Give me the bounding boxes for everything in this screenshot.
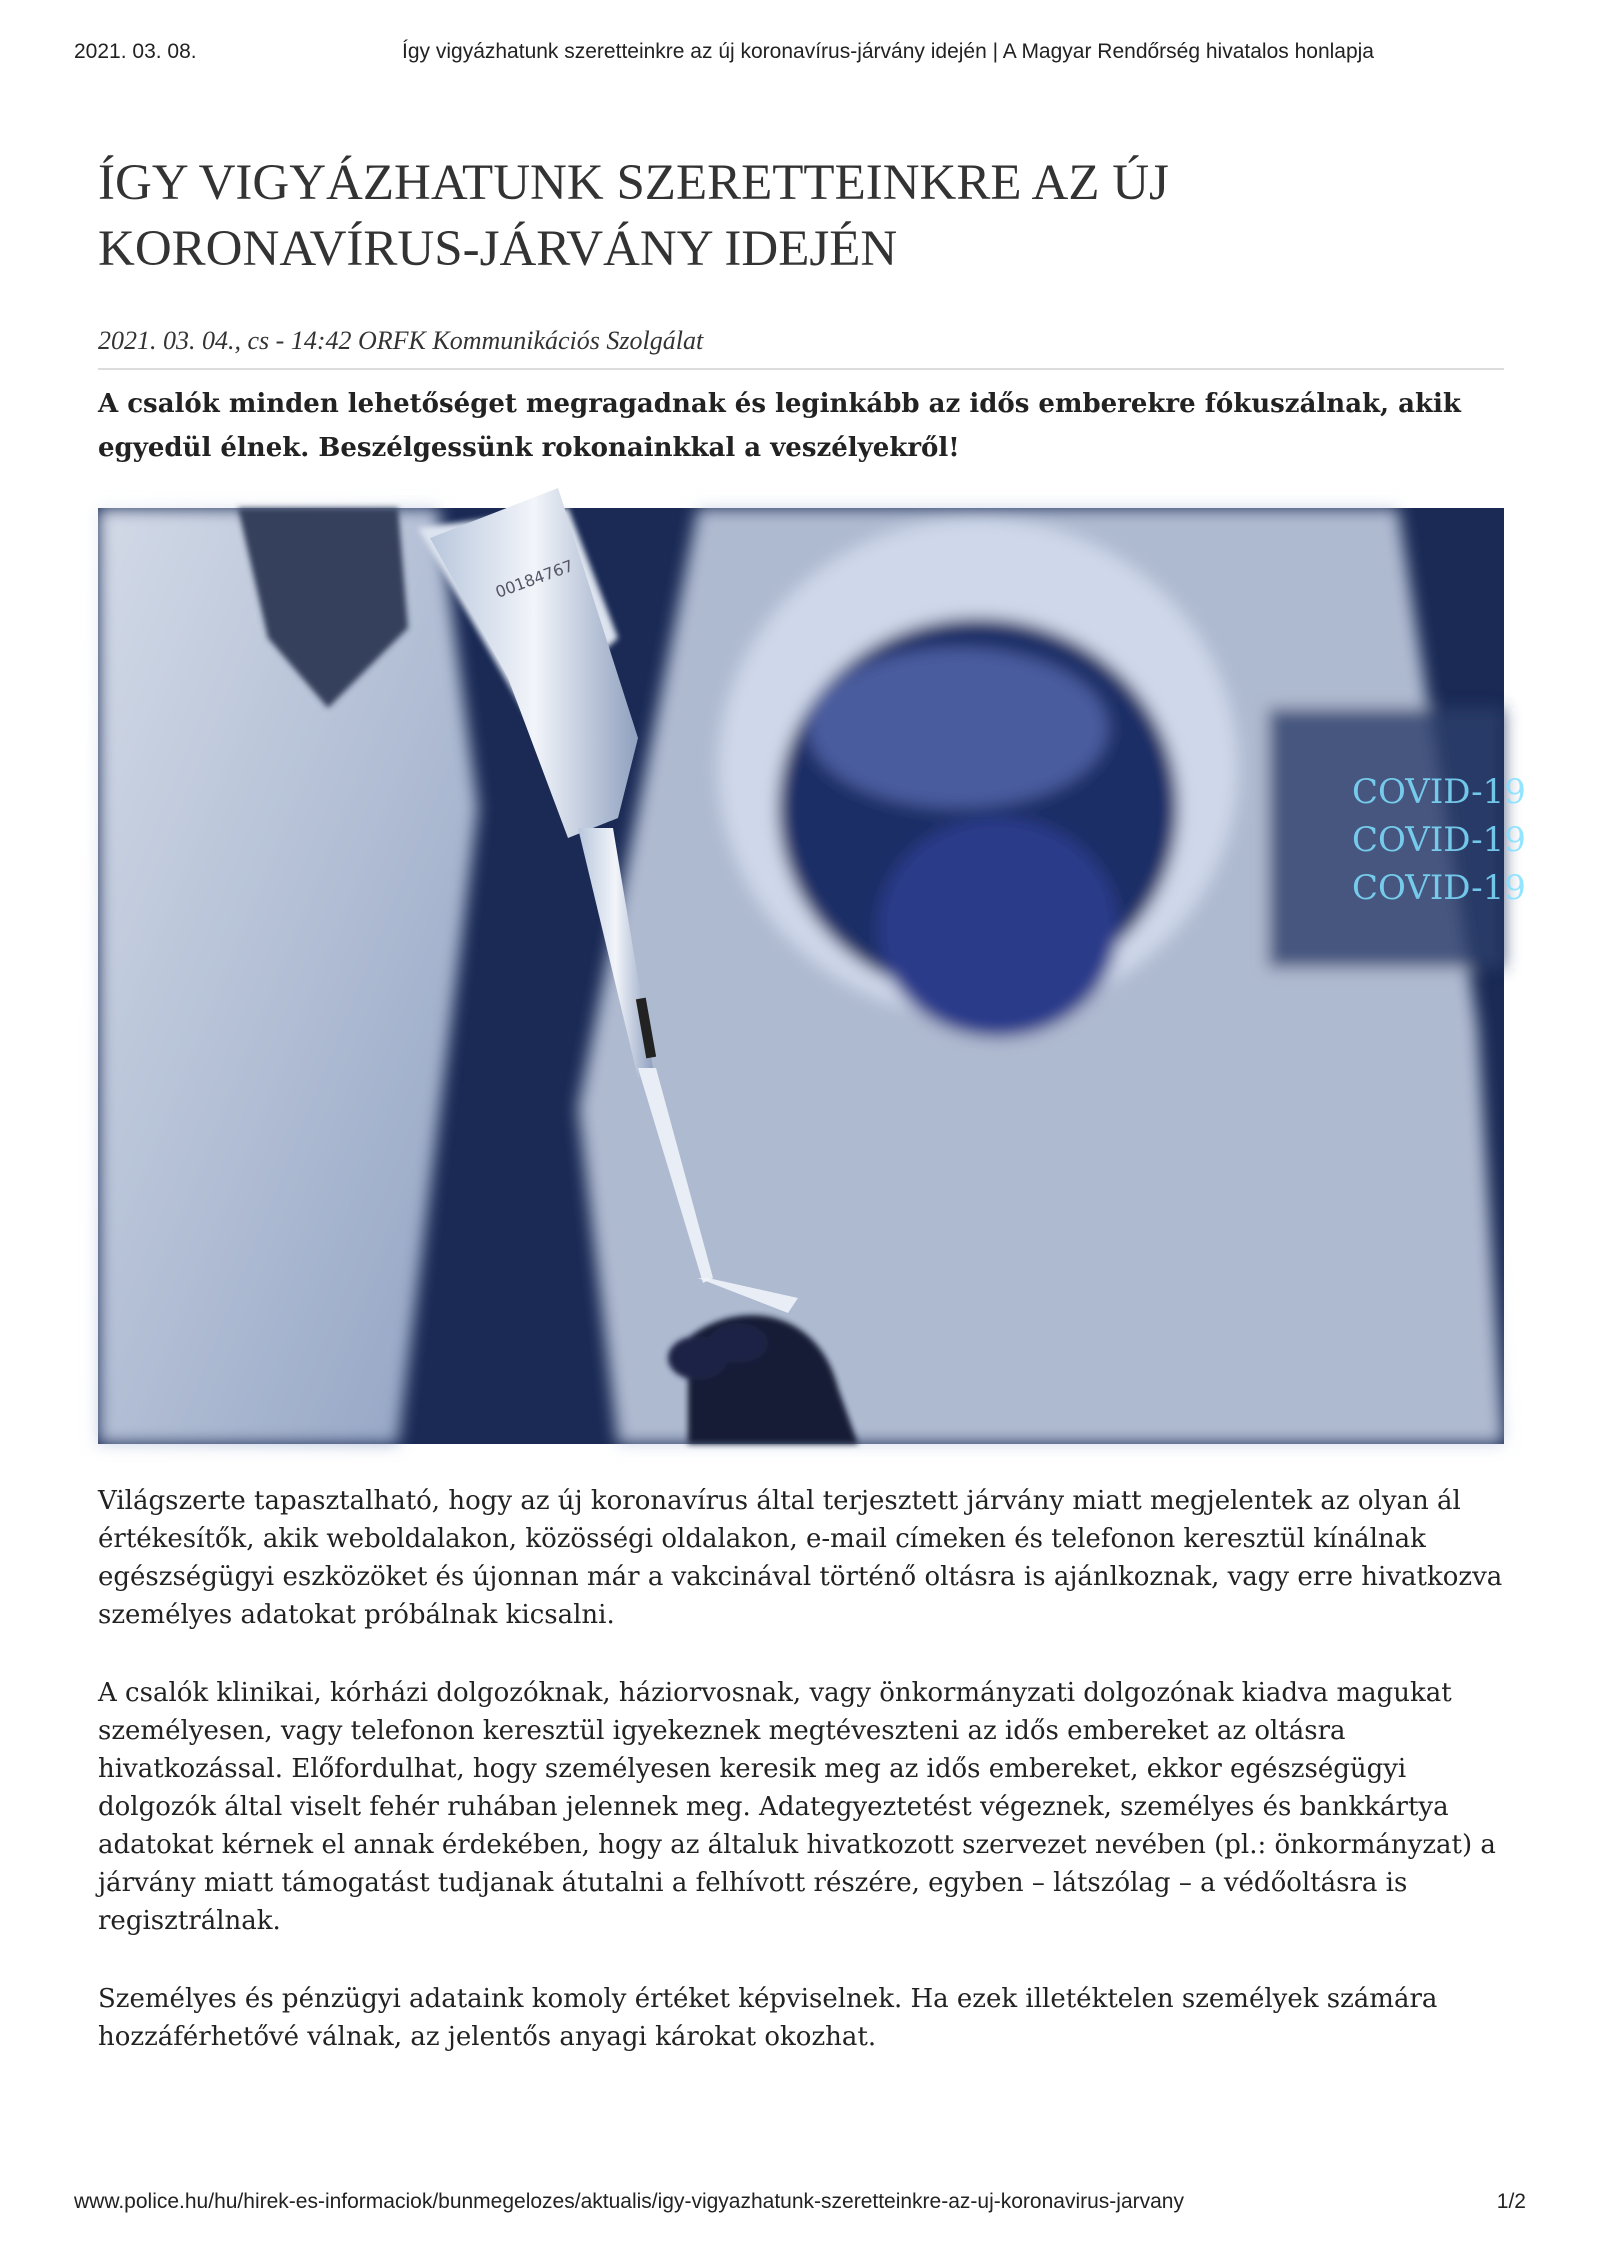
article-body (98, 1482, 1504, 2056)
article-lead: A csalók minden lehetőséget megragadnak és leginkább az idős emberekre fókuszálnak, akik egyedül élnek. Beszélgessünk rokonainkkal a veszélyekről! (98, 389, 1461, 463)
page-number: 1/2 (1496, 2190, 1526, 2213)
pipette-label-text: 00184767 (492, 556, 576, 602)
covid-overlay-text-2: COVID-19 (1352, 820, 1526, 860)
print-document-title: Így vigyázhatunk szeretteinkre az új koronavírus-járvány idején | A Magyar Rendőrség hivatalos honlapja (402, 40, 1374, 63)
article-paragraph: A csalók klinikai, kórházi dolgozóknak, háziorvosnak, vagy önkormányzati dolgozónak kiadva magukat személyesen, vagy telefonon keresztül igyekeznek megtéveszteni az idős embereket az oltásra hivatkozással. Előfordulhat, hogy személyesen keresik meg az idős embereket, ekkor egészségügyi dolgozók által viselt fehér ruhában jelennek meg. Adategyeztetést végeznek, személyes és bankkártya adatokat kérnek el annak érdekében, hogy az általuk hivatkozott szervezet nevében (pl.: önkormányzat) a járvány miatt támogatást tudjanak átutalni a felhívott részére, egyben – látszólag – a védőoltásra is regisztrálnak. (98, 1678, 1496, 1936)
covid-overlay-text-3: COVID-19 (1352, 868, 1526, 908)
article-title: ÍGY VIGYÁZHATUNK SZERETTEINKRE AZ ÚJ KORONAVÍRUS-JÁRVÁNY IDEJÉN (98, 155, 1169, 277)
covid-overlay-text-1: COVID-19 (1352, 772, 1526, 812)
print-footer (0, 2190, 1600, 2220)
article-meta: 2021. 03. 04., cs - 14:42 ORFK Kommunikációs Szolgálat (98, 326, 1504, 370)
print-date: 2021. 03. 08. (74, 40, 197, 63)
article (98, 150, 1526, 2096)
article-paragraph: Világszerte tapasztalható, hogy az új koronavírus által terjesztett járvány miatt megjelentek az olyan ál értékesítők, akik weboldalakon, közösségi oldalakon, e-mail címeken és telefonon keresztül kínálnak egészségügyi eszközöket és újonnan már a vakcinával történő oltásra is ajánlkoznak, vagy erre hivatkozva személyes adatokat próbálnak kicsalni. (98, 1486, 1503, 1630)
article-hero-image (98, 508, 1526, 1444)
lab-scene-illustration (98, 508, 1526, 1444)
article-paragraph: Személyes és pénzügyi adataink komoly értéket képviselnek. Ha ezek illetéktelen személyek számára hozzáférhetővé válnak, az jelentős anyagi károkat okozhat. (98, 1984, 1438, 2052)
print-header (0, 40, 1600, 70)
print-url: www.police.hu/hu/hirek-es-informaciok/bunmegelozes/aktualis/igy-vigyazhatunk-szeretteinkre-az-uj-koronavirus-jarvany (74, 2190, 1184, 2213)
